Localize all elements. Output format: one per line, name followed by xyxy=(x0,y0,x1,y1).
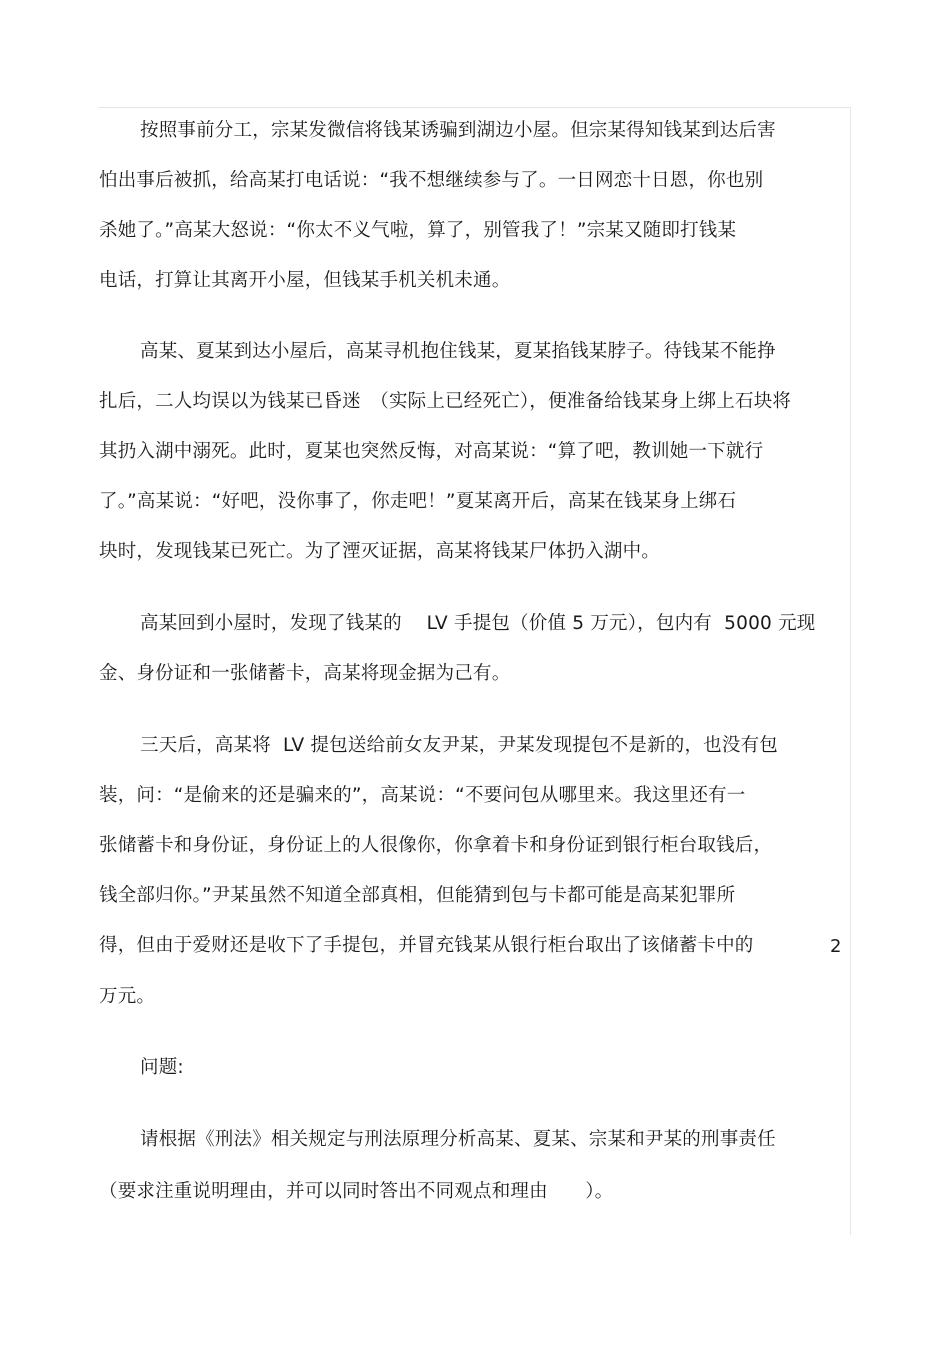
paragraph-2-line-5: 块时，发现钱某已死亡。为了湮灭证据，高某将钱某尸体扔入湖中。 xyxy=(99,541,661,562)
question-heading: 问题: xyxy=(140,1057,184,1078)
page-border-right xyxy=(850,107,851,1235)
paragraph-3-line-2: 金、身份证和一张储蓄卡，高某将现金据为己有。 xyxy=(99,663,511,684)
paragraph-2-line-1: 高某、夏某到达小屋后，高某寻机抱住钱某，夏某掐钱某脖子。待钱某不能挣 xyxy=(140,341,776,362)
paragraph-2-line-3: 其扔入湖中溺死。此时，夏某也突然反悔，对高某说：“算了吧，教训她一下就行 xyxy=(99,441,764,462)
paragraph-4-line-1: 三天后，高某将 LV 提包送给前女友尹某，尹某发现提包不是新的，也没有包 xyxy=(140,735,778,756)
paragraph-2-line-2: 扎后，二人均误以为钱某已昏迷 （实际上已经死亡），便准备给钱某身上绑上石块将 xyxy=(99,391,792,412)
paragraph-1-line-4: 电话，打算让其离开小屋，但钱某手机关机未通。 xyxy=(99,270,511,291)
paragraph-2-line-4: 了。”高某说：“好吧，没你事了，你走吧！”夏某离开后，高某在钱某身上绑石 xyxy=(99,491,737,512)
paragraph-1-line-3: 杀她了。”高某大怒说：“你太不义气啦，算了，别管我了！”宗某又随即打钱某 xyxy=(99,220,737,241)
paragraph-1-line-1: 按照事前分工，宗某发微信将钱某诱骗到湖边小屋。但宗某得知钱某到达后害 xyxy=(140,120,776,141)
paragraph-4-line-3: 张储蓄卡和身份证，身份证上的人很像你，你拿着卡和身份证到银行柜台取钱后， xyxy=(99,835,773,856)
question-line-1: 请根据《刑法》相关规定与刑法原理分析高某、夏某、宗某和尹某的刑事责任 xyxy=(140,1129,776,1150)
paragraph-4-line-2: 装，问：“是偷来的还是骗来的”，高某说：“不要问包从哪里来。我这里还有一 xyxy=(99,785,746,806)
question-line-2: （要求注重说明理由，并可以同时答出不同观点和理由 ）。 xyxy=(99,1181,614,1202)
paragraph-4-line-4: 钱全部归你。”尹某虽然不知道全部真相，但能猜到包与卡都可能是高某犯罪所 xyxy=(99,885,736,906)
paragraph-4-line-6: 万元。 xyxy=(99,986,156,1007)
page-border-top xyxy=(98,107,850,108)
paragraph-4-line-5: 得，但由于爱财还是收下了手提包，并冒充钱某从银行柜台取出了该储蓄卡中的 xyxy=(99,935,754,956)
paragraph-3-line-1: 高某回到小屋时，发现了钱某的 LV 手提包（价值 5 万元），包内有 5000 元现 xyxy=(140,613,816,634)
amount-number: 2 xyxy=(830,936,842,957)
paragraph-1-line-2: 怕出事后被抓，给高某打电话说：“我不想继续参与了。一日网恋十日恩，你也别 xyxy=(99,170,764,191)
